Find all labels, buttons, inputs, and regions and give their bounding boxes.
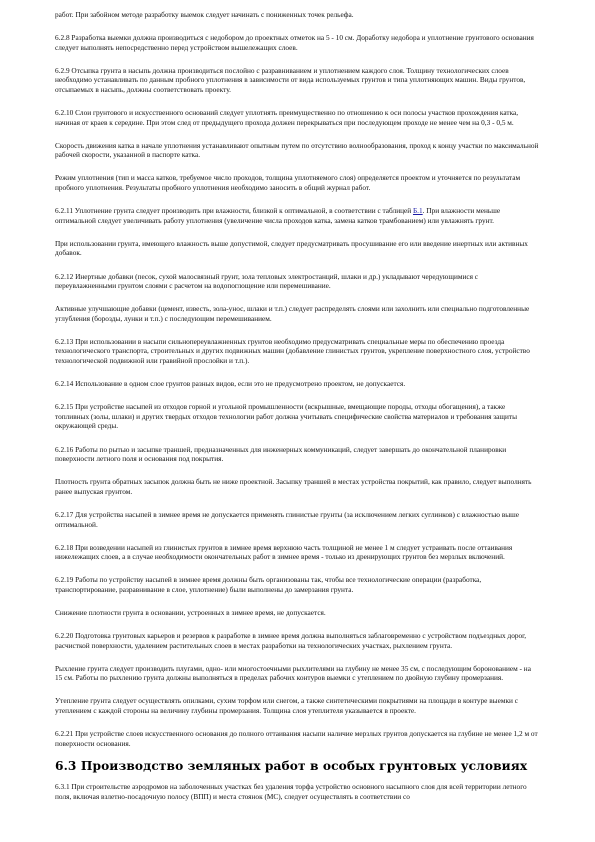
paragraph-with-table-link xyxy=(55,206,540,225)
paragraph: 6.2.15 При устройстве насыпей из отходов горной и угольной промышленности (вскрышные, вмещающие породы, отходы обогащения), а также топливных (золы, шлаки) и других твердых отходов технологии работ должна учитывать специфические свойства материалов и требования защиты окружающей среды. xyxy=(55,402,518,431)
paragraph: Активные улучшающие добавки (цемент, известь, зола-унос, шлаки и т.п.) следует распределять слоями или захолнить или специально подготовленные углубления (борозды, лунки и т.п.) с последующим перемешиванием. xyxy=(55,304,530,323)
paragraph-text-end: . При влажности меньше оптимальной следует увеличивать работу уплотнения (увеличение числа проходов катка, замена катков трамбованием) или увлажнять грунт. xyxy=(55,206,501,225)
section-heading: 6.3 Производство земляных работ в особых грунтовых условиях xyxy=(55,759,528,774)
paragraph: 6.2.19 Работы по устройству насыпей в зимнее время должны быть организованы так, чтобы все технологические операции (разработка, транспортирование, разравнивание в слое, уплотнение) были выполнены до замерзания грунта. xyxy=(55,575,482,594)
table-b1-link[interactable]: Б.1 xyxy=(412,206,423,216)
paragraph: 6.2.12 Инертные добавки (песок, сухой малосвязный грунт, зола тепловых электростанций, шлаки и др.) укладывают чередующимися с переувлажненными грунтом слоями с расчетом на водопоглощение или перемешивание. xyxy=(55,271,479,291)
paragraph-text-start: 6.2.11 Уплотнение грунта следует производить при влажности, близкой к оптимальной, в соответствии с таблицей xyxy=(55,206,413,216)
paragraph: Утепление грунта следует осуществлять опилками, сухим торфом или снегом, а также синтетическими покрытиями на площади в контуре выемки с утеплением с каждой стороны на величину глубины промерзания. Толщина слоя утеплителя указывается в проекте. xyxy=(55,696,518,716)
paragraph: работ. При забойном методе разработку выемок следует начинать с пониженных точек рельефа. xyxy=(55,10,354,19)
paragraph: Рыхление грунта следует производить плугами, одно- или многостоечными рыхлителями на глубину не менее 35 см, с последующим боронованием - на 15 см. Работы по рыхлению грунта должны выполняться в пределах рабочих контуров выемки с утеплением по двойную глубину промерзания. xyxy=(55,663,531,683)
paragraph: 6.2.10 Слои грунтового и искусственного оснований следует уплотнять преимущественно по отношению к оси полосы участков прохождения катка, начиная от краев к середине. При этом след от предыдущего прохода должен перекрываться при последующем проходе не менее чем на 0,3 - 0,5 м. xyxy=(55,108,519,127)
paragraph: 6.2.13 При использовании в насыпи сильнопереувлажненных грунтов необходимо предусматривать специальные меры по обеспечению проезда технологического транспорта, строительных и других подвижных машин (добавление глинистых грунтов, укрепление поверхностного слоя, устройство технологической подвижной или гравийной прослойки и т.п.). xyxy=(55,336,530,366)
paragraph: Скорость движения катка в начале уплотнения устанавливают опытным путем по отсутствию волнообразования, проход к концу участки по максимальной рабочей скорости, указанной в паспорте катка. xyxy=(55,140,539,160)
paragraph: 6.2.17 Для устройства насыпей в зимнее время не допускается применять глинистые грунты (за исключением легких суглинков) с влажностью выше оптимальной. xyxy=(55,509,520,529)
paragraph: Плотность грунта обратных засыпок должна быть не ниже проектной. Засыпку траншей в местах устройства покрытий, как правило, следует выполнять ранее выпуская грунтом. xyxy=(55,477,532,496)
paragraph: Снижение плотности грунта в основании, устроенных в зимнее время, не допускается. xyxy=(55,607,326,617)
paragraph: 6.2.20 Подготовка грунтовых карьеров и резервов к разработке в зимнее время должна выполняться заблаговременно с устройством подъездных дорог, расчисткой поверхности, удалением растительных слоев в местах разработки на технологических участках, рыхлением грунта. xyxy=(55,631,527,650)
paragraph: 6.2.14 Использование в одном слое грунтов разных видов, если это не предусмотрено проектом, не допускается. xyxy=(55,379,406,389)
paragraph: 6.2.8 Разработка выемки должна производиться с недобором до проектных отметок на 5 - 10 см. Доработку недобора и уплотнение грунтового основания следует выполнять непосредственно перед устройством вышележащих слоев. xyxy=(55,33,534,52)
paragraph: При использовании грунта, имеющего влажность выше допустимой, следует предусматривать просушивание его или введение инертных или активных добавок. xyxy=(55,238,528,258)
paragraph: 6.3.1 При строительстве аэродромов на заболоченных участках без удаления торфа устройство основного насыпного слоя для всей территории летного поля, включая взлетно-посадочную полосу (ВПП) и места стоянок (МС), следует осуществлять в соответствии со xyxy=(55,782,527,801)
paragraph: 6.2.9 Отсыпка грунта в насыпь должна производиться послойно с разравниванием и уплотнением каждого слоя. Толщину технологических слоев необходимо устанавливать по данным пробного уплотнения в зависимости от вида используемых грунтов и типа уплотняющих машин. Виды грунтов, отсыпаемых в насыпь, должны соответствовать проекту. xyxy=(55,65,526,94)
paragraph: 6.2.21 При устройстве слоев искусственного основания до полного оттаивания насыпи наличие мерзлых грунтов допускается на глубине не менее 1,2 м от поверхности основания. xyxy=(55,729,538,748)
paragraph: 6.2.18 При возведении насыпей из глинистых грунтов в зимнее время верхнюю часть толщиной не менее 1 м следует устраивать после оттаивания нижележащих слоев, а в случае необходимости окончательных работ в зимнее время - только из дренирующих грунтов без мерзлых включений. xyxy=(55,542,513,562)
paragraph: Режим уплотнения (тип и масса катков, требуемое число проходов, толщина уплотняемого слоя) определяется проектом и уточняется по результатам пробного уплотнения. Результаты пробного уплотнения необходимо заносить в общий журнал работ. xyxy=(55,173,521,193)
paragraph: 6.2.16 Работы по рытью и засыпке траншей, предназначенных для инженерных коммуникаций, следует завершать до окончательной планировки поверхности летного поля и основания под покрытия. xyxy=(55,444,507,464)
